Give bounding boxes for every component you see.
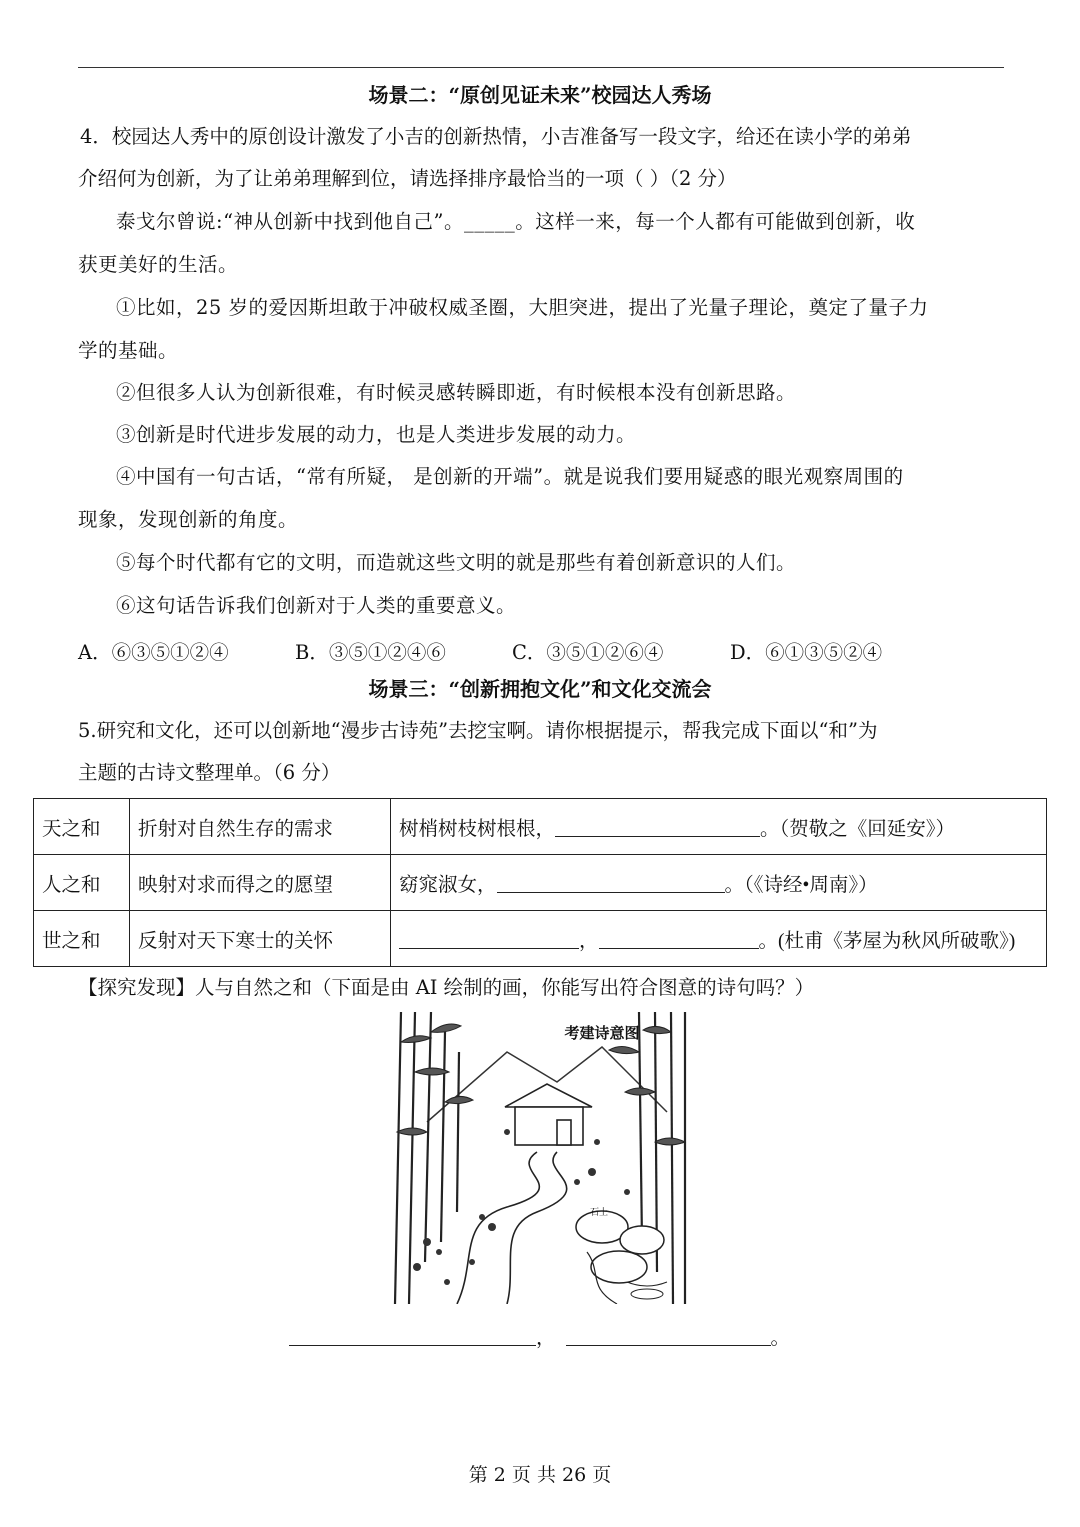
page-footer: 第 2 页 共 26 页 bbox=[468, 1464, 612, 1486]
option-b[interactable]: B．③⑤①②④⑥ bbox=[295, 641, 446, 664]
meaning-cell: 反射对天下寒士的关怀 bbox=[130, 911, 391, 967]
scene2-heading: 场景二：“原创见证未来”校园达人秀场 bbox=[368, 83, 712, 107]
poem-cell bbox=[391, 799, 1047, 855]
q5-line-2: 主题的古诗文整理单。（6 分） bbox=[78, 761, 341, 784]
figure-title: 考建诗意图 bbox=[564, 1024, 640, 1042]
poem-prefix: 窈窕淑女， bbox=[399, 874, 497, 896]
answer-blank[interactable] bbox=[497, 874, 725, 893]
table-row bbox=[34, 911, 1047, 967]
poem-cell bbox=[391, 911, 1047, 967]
poem-prefix: 树梢树枝树根根， bbox=[399, 818, 556, 840]
sentence-5: ⑤每个时代都有它的文明，而造就这些文明的就是那些有着创新意识的人们。 bbox=[116, 551, 797, 574]
answer-blank[interactable] bbox=[566, 1327, 771, 1346]
landscape-illustration bbox=[387, 1012, 692, 1304]
poem-source: 。(杜甫《茅屋为秋风所破歌》) bbox=[758, 930, 1016, 952]
table-row bbox=[34, 855, 1047, 911]
passage-line-2: 获更美好的生活。 bbox=[78, 253, 239, 276]
answer-blank[interactable] bbox=[555, 818, 760, 837]
period: 。 bbox=[770, 1326, 791, 1349]
sentence-3: ③创新是时代进步发展的动力，也是人类进步发展的动力。 bbox=[116, 423, 637, 446]
option-a[interactable]: A．⑥③⑤①②④ bbox=[78, 641, 229, 664]
sentence-1-line-1: ①比如，25 岁的爱因斯坦敢于冲破权威圣圈，大胆突进，提出了光量子理论，奠定了量子力 bbox=[116, 296, 929, 319]
sentence-1-line-2: 学的基础。 bbox=[78, 339, 179, 362]
scene3-heading: 场景三：“创新拥抱文化”和文化交流会 bbox=[368, 677, 712, 701]
sentence-4-line-2: 现象，发现创新的角度。 bbox=[78, 508, 299, 531]
q4-line-1: 4．校园达人秀中的原创设计激发了小吉的创新热情，小吉准备写一段文字，给还在读小学的弟弟 bbox=[80, 125, 912, 148]
answer-blank[interactable] bbox=[289, 1327, 536, 1346]
poem-cell bbox=[391, 855, 1047, 911]
poem-source: 。（《诗经•周南》） bbox=[724, 874, 878, 896]
ai-drawing bbox=[387, 1012, 692, 1304]
table-row bbox=[34, 799, 1047, 855]
q4-line-2: 介绍何为创新，为了让弟弟理解到位，请选择排序最恰当的一项（ ）（2 分） bbox=[78, 167, 737, 190]
sentence-6: ⑥这句话告诉我们创新对于人类的重要意义。 bbox=[116, 594, 517, 617]
stone-label: 石上 bbox=[590, 1208, 609, 1218]
top-rule bbox=[78, 67, 1004, 68]
topic-cell: 天之和 bbox=[34, 799, 130, 855]
comma: ， bbox=[579, 930, 599, 952]
option-d[interactable]: D．⑥①③⑤②④ bbox=[730, 641, 883, 664]
meaning-cell: 折射对自然生存的需求 bbox=[130, 799, 391, 855]
answer-blank[interactable] bbox=[599, 930, 759, 949]
topic-cell: 世之和 bbox=[34, 911, 130, 967]
q5-line-1: 5.研究和文化，还可以创新地“漫步古诗苑”去挖宝啊。请你根据提示，帮我完成下面以“和”为 bbox=[78, 719, 878, 742]
passage-line-1: 泰戈尔曾说:“神从创新中找到他自己”。_____。这样一来，每一个人都有可能做到创新，收 bbox=[116, 210, 916, 233]
topic-cell: 人之和 bbox=[34, 855, 130, 911]
explore-prompt: 【探究发现】人与自然之和（下面是由 AI 绘制的画，你能写出符合图意的诗句吗？） bbox=[78, 976, 815, 999]
poem-source: 。（贺敬之《回延安》） bbox=[760, 818, 956, 840]
sentence-4-line-1: ④中国有一句古话，“常有所疑， 是创新的开端”。就是说我们要用疑惑的眼光观察周围的 bbox=[116, 465, 904, 488]
poem-answer-line bbox=[289, 1322, 790, 1350]
option-c[interactable]: C．③⑤①②⑥④ bbox=[512, 641, 664, 664]
answer-blank[interactable] bbox=[399, 930, 579, 949]
comma: ， bbox=[536, 1326, 556, 1349]
sentence-2: ②但很多人认为创新很难，有时候灵感转瞬即逝，有时候根本没有创新思路。 bbox=[116, 381, 797, 404]
poem-table bbox=[33, 798, 1047, 967]
meaning-cell: 映射对求而得之的愿望 bbox=[130, 855, 391, 911]
